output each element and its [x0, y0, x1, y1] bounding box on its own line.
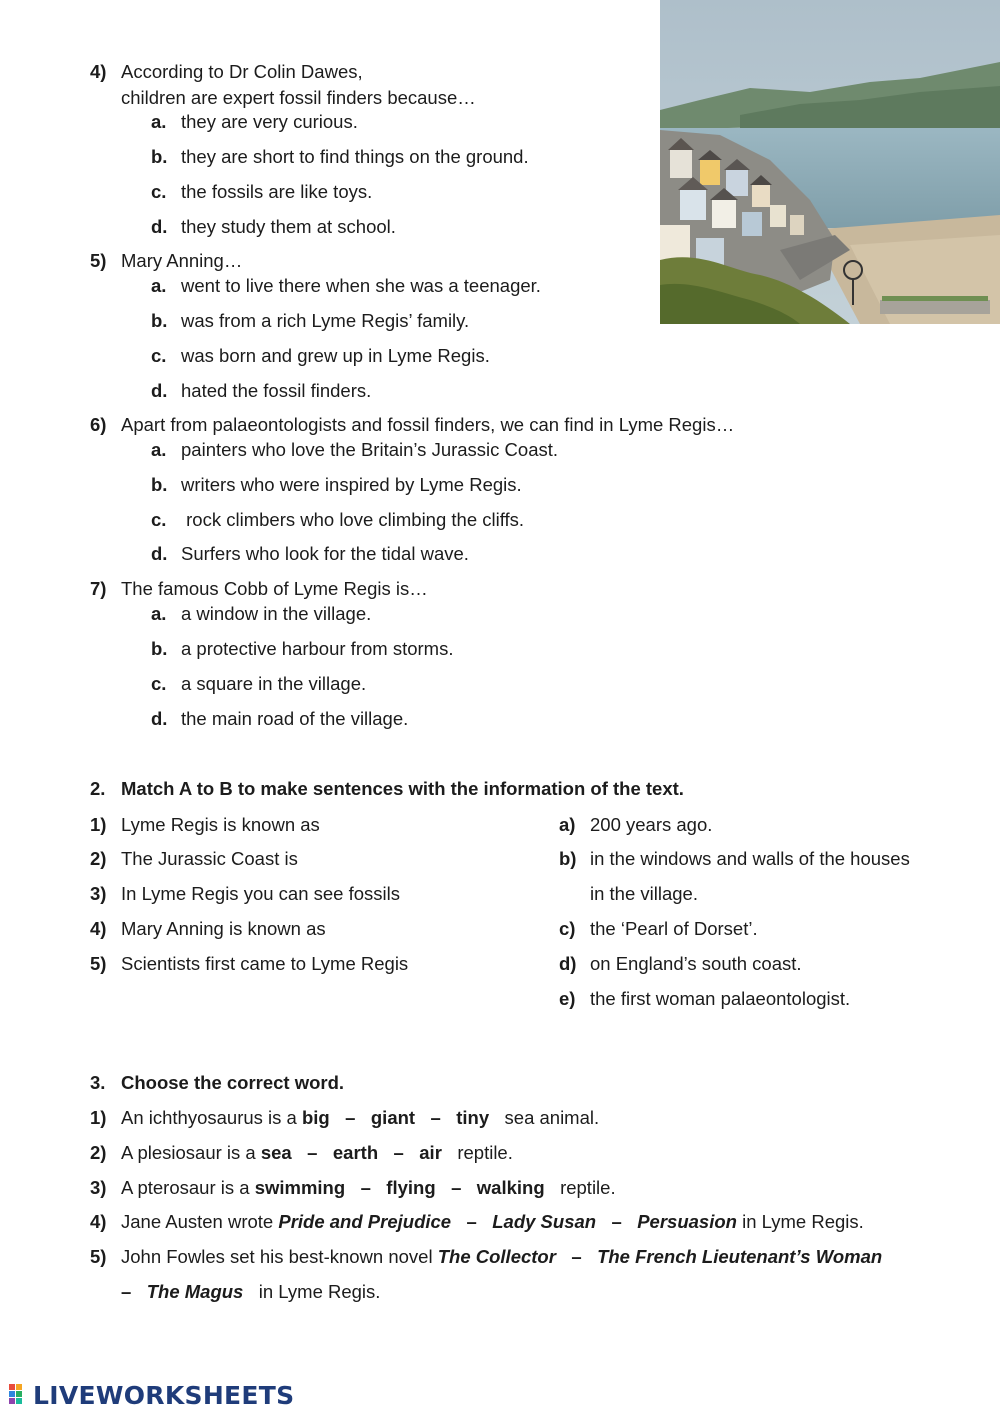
word-choice[interactable]: sea	[260, 1142, 292, 1163]
logo-blocks-icon	[8, 1383, 32, 1407]
word-choice[interactable]: The Collector	[437, 1246, 556, 1267]
option-text: a square in the village.	[181, 673, 367, 694]
option-text: hated the fossil finders.	[181, 380, 372, 401]
option-letter: a.	[151, 603, 167, 624]
question-number: 6)	[90, 414, 107, 435]
sentence-end: sea animal.	[504, 1107, 600, 1128]
choice-separator: –	[307, 1142, 318, 1163]
question-text: According to Dr Colin Dawes,	[121, 61, 363, 82]
option-letter: b.	[151, 310, 168, 331]
item-sentence	[121, 1248, 882, 1267]
word-choice[interactable]: walking	[476, 1177, 545, 1198]
choice-separator: –	[360, 1177, 371, 1198]
sentence-end: in Lyme Regis.	[258, 1281, 381, 1302]
sentence-end: in Lyme Regis.	[742, 1211, 864, 1232]
item-sentence	[121, 1144, 513, 1163]
word-choice[interactable]: Pride and Prejudice	[278, 1211, 452, 1232]
option-letter: d.	[151, 380, 168, 401]
option-text: was born and grew up in Lyme Regis.	[181, 345, 490, 366]
sentence-start: A pterosaur is a	[121, 1177, 255, 1198]
word-choice[interactable]: The French Lieutenant’s Woman	[597, 1246, 883, 1267]
item-number: 5)	[90, 953, 107, 974]
question-text: Mary Anning…	[121, 250, 243, 271]
option-text: the fossils are like toys.	[181, 181, 373, 202]
option-letter: a.	[151, 439, 167, 460]
item-number: 2)	[90, 1142, 107, 1163]
option-letter: b.	[151, 638, 168, 659]
item-number: 1)	[90, 1107, 107, 1128]
option-text: was from a rich Lyme Regis’ family.	[181, 310, 470, 331]
word-choice[interactable]: Lady Susan	[492, 1211, 597, 1232]
sentence-end: reptile.	[457, 1142, 513, 1163]
word-choice[interactable]: giant	[370, 1107, 416, 1128]
item-number: 4)	[90, 1211, 107, 1232]
word-choice[interactable]: The Magus	[146, 1281, 244, 1302]
choice-separator: –	[345, 1107, 356, 1128]
word-choice[interactable]: Persuasion	[637, 1211, 737, 1232]
option-text: they are short to find things on the ground.	[181, 146, 529, 167]
choice-separator: –	[571, 1246, 582, 1267]
choice-separator: –	[430, 1107, 441, 1128]
choice-separator: –	[451, 1177, 462, 1198]
option-letter: c.	[151, 345, 167, 366]
option-letter: c.	[151, 509, 167, 530]
section2-title: Match A to B to make sentences with the information of the text.	[121, 778, 684, 799]
item-text: the first woman palaeontologist.	[590, 988, 851, 1009]
option-letter: d.	[151, 216, 168, 237]
sentence-start: A plesiosaur is a	[121, 1142, 261, 1163]
question-text: The famous Cobb of Lyme Regis is…	[121, 578, 428, 599]
option-text: they are very curious.	[181, 111, 358, 132]
word-choice[interactable]: air	[419, 1142, 442, 1163]
sentence-end: reptile.	[560, 1177, 616, 1198]
option-letter: b.	[151, 146, 168, 167]
question-number: 4)	[90, 61, 107, 82]
question-number: 7)	[90, 578, 107, 599]
question-number: 5)	[90, 250, 107, 271]
lyme-regis-photo	[660, 0, 1000, 324]
item-number: 3)	[90, 883, 107, 904]
item-text: in the windows and walls of the houses	[590, 848, 910, 869]
item-sentence	[121, 1109, 599, 1128]
section3-title: Choose the correct word.	[121, 1072, 345, 1093]
item-number: 4)	[90, 918, 107, 939]
item-text: the ‘Pearl of Dorset’.	[590, 918, 758, 939]
item-letter: c)	[559, 918, 576, 939]
word-choice[interactable]: big	[301, 1107, 330, 1128]
item-text: on England’s south coast.	[590, 953, 802, 974]
choice-separator: –	[611, 1211, 622, 1232]
option-text: a protective harbour from storms.	[181, 638, 454, 659]
choice-separator: –	[393, 1142, 404, 1163]
item-text: Mary Anning is known as	[121, 918, 326, 939]
item-letter: d)	[559, 953, 577, 974]
liveworksheets-logo[interactable]	[8, 1380, 294, 1410]
item-sentence	[121, 1179, 616, 1198]
option-letter: d.	[151, 543, 168, 564]
item-text: The Jurassic Coast is	[121, 848, 298, 869]
sentence-start: John Fowles set his best-known novel	[121, 1246, 438, 1267]
item-number: 3)	[90, 1177, 107, 1198]
question-text: Apart from palaeontologists and fossil finders, we can find in Lyme Regis…	[121, 414, 735, 435]
choice-separator: –	[121, 1281, 132, 1302]
choice-separator: –	[466, 1211, 477, 1232]
section2-number: 2.	[90, 778, 106, 799]
word-choice[interactable]: swimming	[254, 1177, 346, 1198]
item-number: 5)	[90, 1246, 107, 1267]
item-sentence	[121, 1213, 864, 1232]
sentence-start: Jane Austen wrote	[121, 1211, 279, 1232]
option-text: went to live there when she was a teenager.	[181, 275, 541, 296]
item-text: 200 years ago.	[590, 814, 713, 835]
option-letter: b.	[151, 474, 168, 495]
item-text: Lyme Regis is known as	[121, 814, 320, 835]
option-text: the main road of the village.	[181, 708, 409, 729]
option-letter: c.	[151, 181, 167, 202]
option-letter: d.	[151, 708, 168, 729]
section3-number: 3.	[90, 1072, 106, 1093]
sentence-start: An ichthyosaurus is a	[121, 1107, 302, 1128]
option-text: writers who were inspired by Lyme Regis.	[181, 474, 522, 495]
option-letter: a.	[151, 111, 167, 132]
option-text: Surfers who look for the tidal wave.	[181, 543, 469, 564]
item-letter: b)	[559, 848, 577, 869]
logo-text: LIVEWORKSHEETS	[33, 1380, 295, 1410]
item-letter: a)	[559, 814, 576, 835]
item-text: In Lyme Regis you can see fossils	[121, 883, 400, 904]
item-letter: e)	[559, 988, 576, 1009]
option-letter: a.	[151, 275, 167, 296]
question-text: children are expert fossil finders because…	[121, 87, 476, 108]
item-text: Scientists first came to Lyme Regis	[121, 953, 409, 974]
item-sentence-continued	[121, 1283, 380, 1302]
word-choice[interactable]: tiny	[456, 1107, 490, 1128]
word-choice[interactable]: flying	[386, 1177, 436, 1198]
word-choice[interactable]: earth	[332, 1142, 379, 1163]
option-text: they study them at school.	[181, 216, 396, 237]
item-number: 1)	[90, 814, 107, 835]
item-text-continued: in the village.	[590, 883, 698, 904]
option-letter: c.	[151, 673, 167, 694]
option-text: painters who love the Britain’s Jurassic Coast.	[181, 439, 559, 460]
item-number: 2)	[90, 848, 107, 869]
option-text: a window in the village.	[181, 603, 372, 624]
option-text: rock climbers who love climbing the cliffs.	[181, 509, 525, 530]
